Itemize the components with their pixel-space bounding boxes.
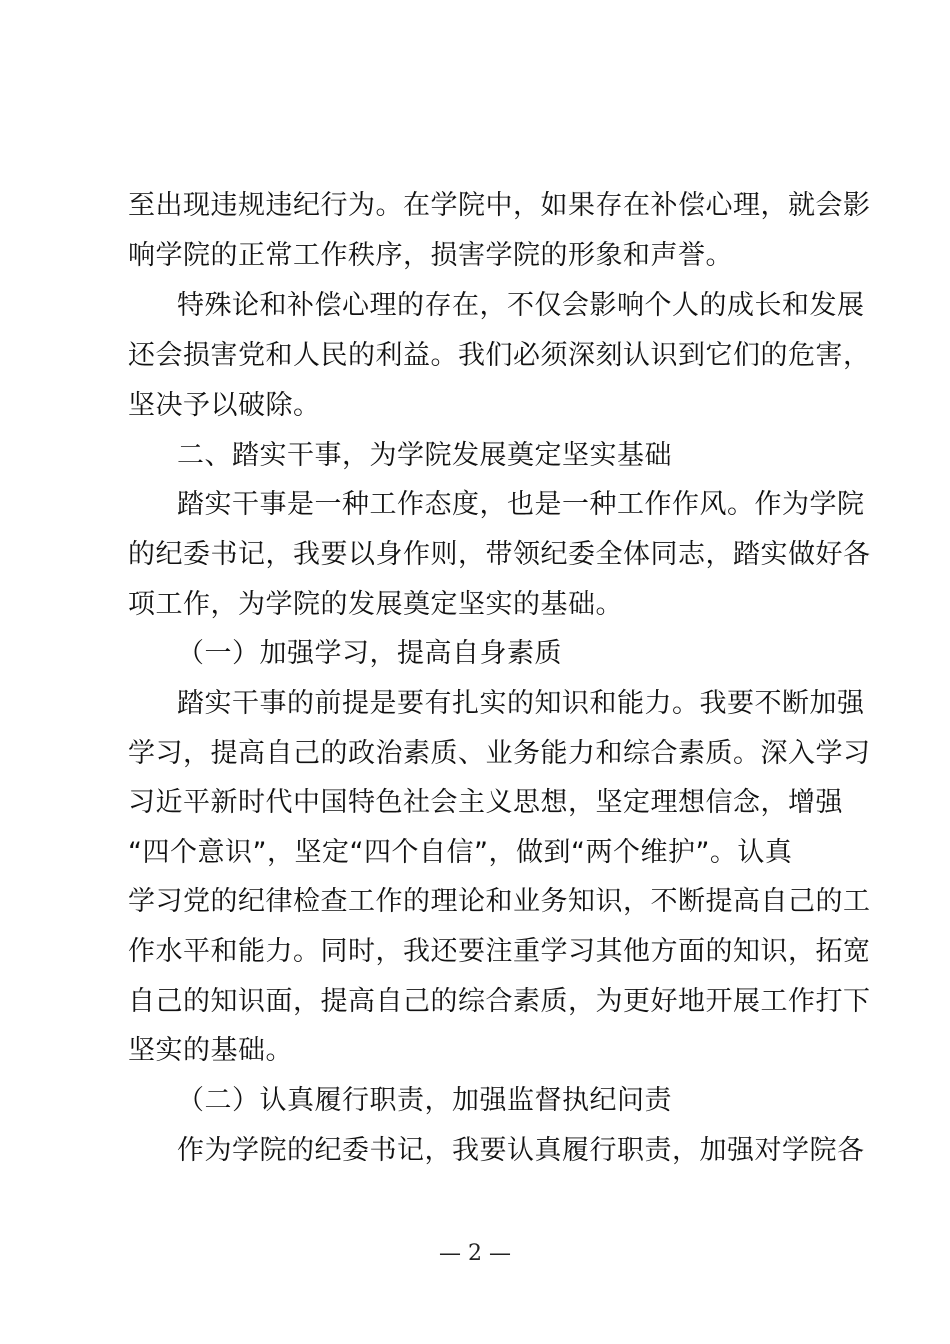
- paragraph-line: 习近平新时代中国特色社会主义思想，坚定理想信念，增强: [128, 787, 843, 818]
- paragraph-line: “四个意识”，坚定“四个自信”，做到“两个维护”。认真: [128, 837, 793, 868]
- paragraph-line: 作水平和能力。同时，我还要注重学习其他方面的知识，拓宽: [128, 936, 871, 967]
- paragraph-line: 坚决予以破除。: [128, 390, 321, 421]
- page-number: — 2 —: [439, 1241, 511, 1266]
- section-heading: 二、踏实干事，为学院发展奠定坚实基础: [177, 440, 672, 471]
- paragraph-line: 响学院的正常工作秩序，损害学院的形象和声誉。: [128, 240, 733, 271]
- paragraph-line: 至出现违规违纪行为。在学院中，如果存在补偿心理，就会影: [128, 190, 871, 221]
- paragraph-line: 的纪委书记，我要以身作则，带领纪委全体同志，踏实做好各: [128, 539, 871, 570]
- paragraph-line: 特殊论和补偿心理的存在，不仅会影响个人的成长和发展: [177, 290, 865, 321]
- paragraph-line: 踏实干事是一种工作态度，也是一种工作作风。作为学院: [177, 489, 865, 520]
- paragraph-line: 作为学院的纪委书记，我要认真履行职责，加强对学院各: [177, 1135, 865, 1166]
- subsection-heading: （一）加强学习，提高自身素质: [177, 638, 562, 669]
- paragraph-line: 坚实的基础。: [128, 1035, 293, 1066]
- paragraph-line: 项工作，为学院的发展奠定坚实的基础。: [128, 589, 623, 620]
- paragraph-line: 自己的知识面，提高自己的综合素质，为更好地开展工作打下: [128, 986, 871, 1017]
- paragraph-line: 学习，提高自己的政治素质、业务能力和综合素质。深入学习: [128, 738, 871, 769]
- paragraph-line: 还会损害党和人民的利益。我们必须深刻认识到它们的危害，: [128, 340, 871, 371]
- paragraph-line: 学习党的纪律检查工作的理论和业务知识，不断提高自己的工: [128, 886, 871, 917]
- subsection-heading: （二）认真履行职责，加强监督执纪问责: [177, 1085, 672, 1116]
- paragraph-line: 踏实干事的前提是要有扎实的知识和能力。我要不断加强: [177, 688, 865, 719]
